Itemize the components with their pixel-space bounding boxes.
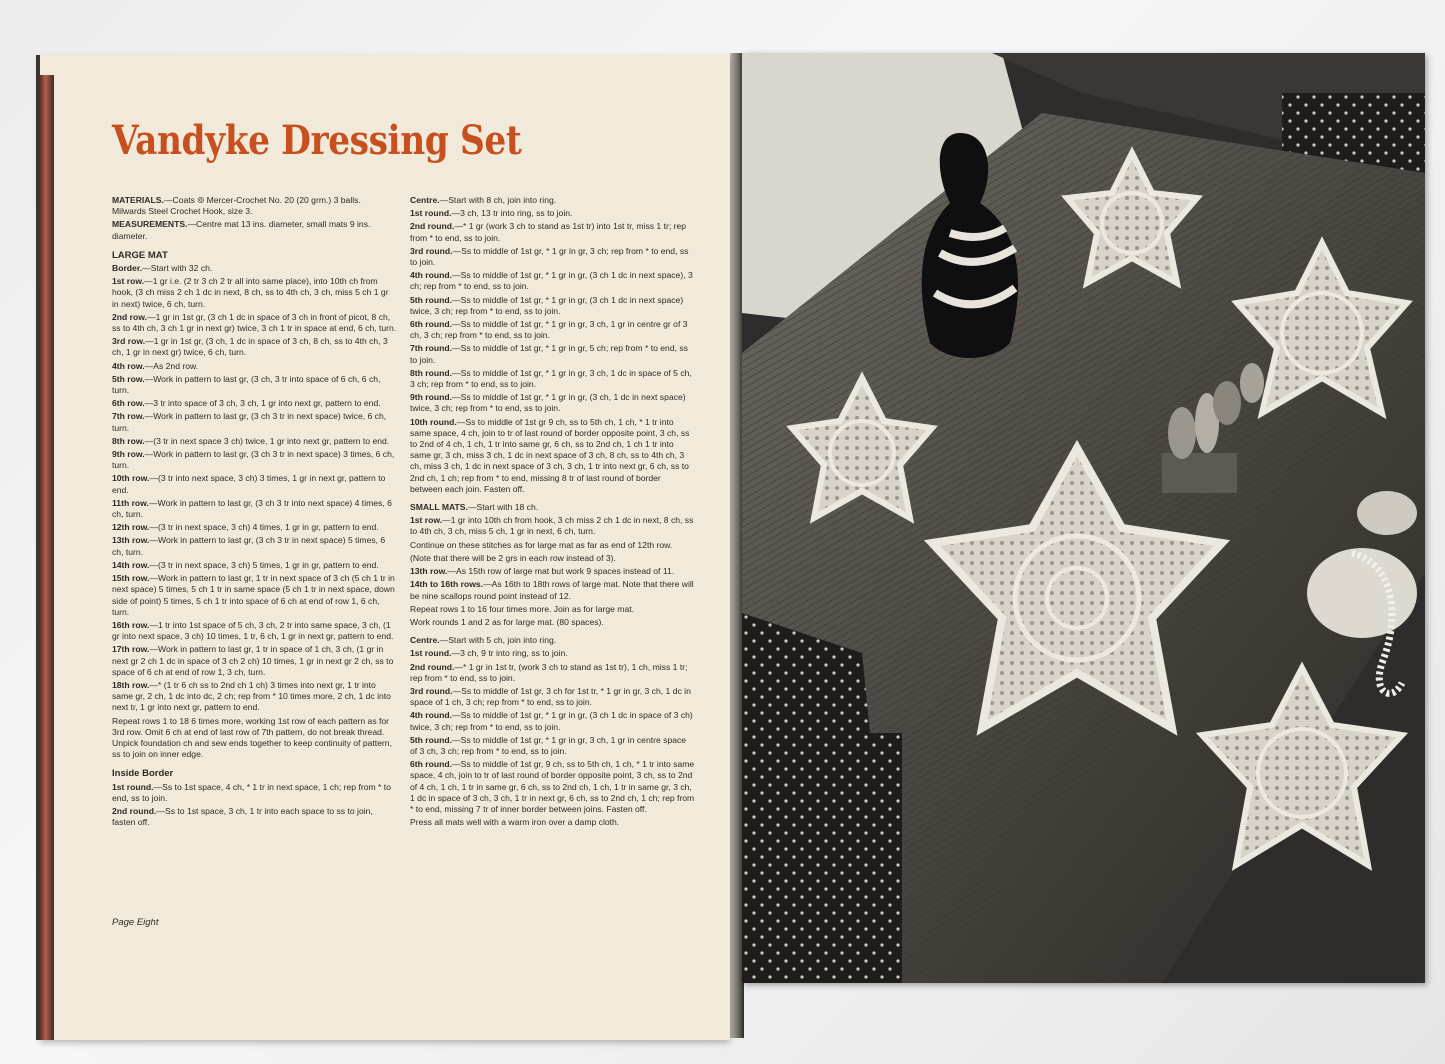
instruction-line: [410, 221, 695, 243]
instruction-line: [410, 343, 695, 365]
instruction-label: 17th row.: [112, 644, 150, 655]
instruction-label: 6th round.: [410, 319, 453, 330]
instruction-line: [410, 710, 695, 732]
instruction-line: [112, 411, 397, 433]
instruction-text: —1 gr i.e. (2 tr 3 ch 2 tr all into same place), into 10th ch from hook, (3 ch miss 2 ch 1 dc in next, 8 ch, ss to 4th ch, 3 ch, miss 5 ch 1 gr in next) twice, 6 ch, turn.: [112, 276, 389, 309]
instruction-line: [112, 361, 397, 372]
booklet: [30, 45, 1425, 1045]
instruction-text: —Start with 18 ch.: [467, 502, 539, 513]
instruction-line: [410, 208, 695, 219]
instruction-label: 3rd round.: [410, 245, 453, 256]
instruction-text: —* 1 gr (work 3 ch to stand as 1st tr) into 1st tr, miss 1 tr; rep from * to end, ss to join.: [410, 221, 687, 243]
instruction-line: [112, 644, 397, 678]
instruction-label: 4th round.: [410, 710, 453, 721]
instruction-text: —Ss to middle of 1st gr, * 1 gr in gr, (3 ch, 1 dc in next space) twice, 3 ch; rep from * to end, ss to join.: [410, 392, 686, 414]
instruction-line: [112, 716, 397, 761]
instruction-text: —Work in pattern to last gr, 1 tr in space of 1 ch, 3 ch, (1 gr in next gr 2 ch 1 dc in space of 3 ch 2 ch) 10 times, 1 gr in next gr 2 ch, ss to space of 6 ch at end of row 1, 3 ch, turn.: [112, 644, 394, 677]
instruction-line: [410, 392, 695, 414]
left-page: [40, 55, 730, 1040]
instruction-line: [112, 398, 397, 409]
instruction-label: 11th row.: [112, 497, 149, 508]
instruction-label: 14th row.: [112, 559, 150, 570]
instruction-line: [112, 573, 397, 618]
instruction-line: [112, 336, 397, 358]
instruction-text: —1 gr into 10th ch from hook, 3 ch miss 2 ch 1 dc in next, 8 ch, ss to 4th ch, 3 ch, miss 5 ch, 1 gr in next, 6 ch, turn.: [410, 515, 694, 537]
instruction-line: [410, 540, 695, 551]
instruction-text: —Work in pattern to last gr, (3 ch 3 tr in next space) 5 times, 6 ch, turn.: [112, 535, 386, 557]
instruction-line: [410, 368, 695, 390]
instruction-text: —Work in pattern to last gr, (3 ch 3 tr in next space) twice, 6 ch, turn.: [112, 411, 387, 433]
instruction-text: —As 16th to 18th rows of large mat. Note that there will be nine scallops round point instead of 12.: [410, 579, 694, 601]
instruction-label: 5th row.: [112, 373, 145, 384]
instruction-text: —1 tr into 1st space of 5 ch, 3 ch, 2 tr into same space, 3 ch, (1 gr into next space, 3 ch) 10 times, 1 tr, 6 ch, 1 gr in next gr, pattern to end.: [112, 619, 394, 642]
instruction-text: —3 ch, 13 tr into ring, ss to join.: [451, 208, 573, 219]
cover-edge: [40, 75, 54, 1040]
instruction-line: [410, 270, 695, 292]
instruction-text: Repeat rows 1 to 18 6 times more, working 1st row of each pattern as for 3rd row. Omit 6 ch at end of last row of 7th pattern, do not break thread. Unpick foundation ch and sew ends together to keep continuity of pattern, ss to join on inner edge.: [112, 715, 392, 760]
doily-photograph: [742, 53, 1425, 983]
instruction-line: [410, 502, 695, 513]
instruction-label: 8th row.: [112, 435, 145, 446]
instruction-text: —Work in pattern to last gr, (3 ch 3 tr in next space) 3 times, 6 ch, turn.: [112, 449, 395, 471]
instruction-label: 9th round.: [410, 392, 453, 403]
instruction-text: —As 2nd row.: [144, 360, 199, 371]
instruction-label: 18th row.: [112, 679, 150, 690]
instruction-line: [112, 312, 397, 334]
pattern-title: Vandyke Dressing Set: [112, 117, 522, 164]
instruction-text: —Start with 32 ch.: [142, 263, 213, 274]
instruction-line: [410, 735, 695, 757]
instruction-text: —(3 tr in next space 3 ch) twice, 1 gr into next gr, pattern to end.: [144, 435, 390, 446]
instruction-line: [112, 498, 397, 520]
instruction-label: MATERIALS.: [112, 195, 164, 205]
instruction-line: [410, 579, 695, 601]
instruction-line: [112, 782, 397, 804]
instruction-line: [112, 436, 397, 447]
instruction-text: —Ss to middle of 1st gr, * 1 gr in gr, 5 ch; rep from * to end, ss to join.: [410, 343, 688, 365]
instruction-line: [112, 680, 397, 714]
instruction-label: 2nd round.: [410, 661, 455, 672]
instruction-line: [410, 553, 695, 564]
instruction-label: 4th row.: [112, 360, 145, 371]
page-number: Page Eight: [112, 917, 159, 928]
instruction-label: 15th row.: [112, 573, 150, 584]
instruction-text: —Ss to middle of 1st gr, * 1 gr in gr, (3 ch 1 dc in next space), 3 ch; rep from * to end, ss to join.: [410, 270, 693, 292]
instruction-text: —Work in pattern to last gr, (3 ch, 3 tr into space of 6 ch, 6 ch, turn.: [112, 373, 381, 396]
instruction-label: 13th row.: [410, 566, 448, 577]
instruction-line: [112, 473, 397, 495]
instruction-line: [410, 686, 695, 708]
instruction-label: 6th round.: [410, 759, 453, 770]
instruction-line: [112, 620, 397, 642]
instruction-label: 9th row.: [112, 449, 145, 460]
instruction-label: Border.: [112, 263, 143, 274]
instruction-line: [112, 449, 397, 471]
instruction-line: [410, 319, 695, 341]
instruction-line: [410, 635, 695, 646]
instruction-text: —Ss to 1st space, 3 ch, 1 tr into each space to ss to join, fasten off.: [112, 805, 373, 828]
instruction-line: [410, 662, 695, 684]
instruction-text: —1 gr in 1st gr, (3 ch, 1 dc in space of 3 ch, 8 ch, ss to 4th ch, 3 ch, 1 gr in next gr) twice, 6 ch, turn.: [112, 336, 388, 358]
instruction-text: —3 ch, 9 tr into ring, ss to join.: [451, 648, 568, 659]
instruction-label: 1st round.: [112, 781, 154, 792]
instruction-label: MEASUREMENTS.: [112, 219, 188, 230]
instruction-text: —* (1 tr 6 ch ss to 2nd ch 1 ch) 3 times into next gr, 1 tr into same gr, 2 ch, 1 dc into dc, 2 ch; rep from * 10 times more, 2 ch, 1 dc into next tr, 1 gr into next gr, pattern to end.: [112, 679, 391, 713]
instruction-label: 14th to 16th rows.: [410, 579, 484, 590]
instruction-text: —(3 tr in next space, 3 ch) 5 times, 1 gr in gr, pattern to end.: [149, 559, 379, 570]
instruction-text: —Centre mat 13 ins. diameter, small mats 9 ins. diameter.: [112, 219, 371, 241]
instruction-label: 7th row.: [112, 411, 145, 422]
instruction-text: —(3 tr into next space, 3 ch) 3 times, 1 gr in next gr, pattern to end.: [112, 473, 386, 495]
section-heading: LARGE MAT: [112, 249, 168, 261]
instruction-line: [112, 374, 397, 396]
instruction-label: 12th row.: [112, 522, 150, 533]
instruction-text: —Ss to middle of 1st gr, 9 ch, ss to 5th ch, 1 ch, * 1 tr into same space, 4 ch, join to tr of last round of border opposite point, 3 ch, ss to 2nd of 4 ch, 1 ch, 1 tr in same gr, 6 ch, ss to 2nd ch, 1 ch, 1 tr in same gr, 3 ch, 1 dc in space of 3 ch, 3 ch, 1 tr in next gr, 6 ch, ss to 2nd ch, 1 ch; rep from * to end, missing 7 tr of inner border between joins. Fasten off.: [410, 759, 695, 814]
instruction-label: 3rd row.: [112, 336, 146, 347]
instruction-line: [410, 295, 695, 317]
instruction-text: Continue on these stitches as for large mat as far as end of 12th row.: [410, 539, 673, 550]
instruction-text: —Ss to middle of 1st gr, 3 ch for 1st tr, * 1 gr in gr, 3 ch, 1 dc in space of 1 ch, 3 ch; rep from * to end, ss to join.: [410, 685, 691, 708]
instruction-label: 10th row.: [112, 473, 150, 484]
instruction-label: SMALL MATS.: [410, 502, 468, 513]
instructions-column-1: [112, 195, 397, 830]
instruction-label: Centre.: [410, 635, 440, 646]
instruction-line: [410, 617, 695, 628]
instruction-line: [410, 515, 695, 537]
instruction-line: [112, 535, 397, 557]
instruction-line: [410, 759, 695, 815]
instruction-text: —Ss to middle of 1st gr, * 1 gr in gr, 3 ch, 1 gr in centre space of 3 ch, 3 ch; rep from * to end, ss to join.: [410, 734, 687, 756]
section-heading: Inside Border: [112, 768, 174, 780]
instruction-text: —As 15th row of large mat but work 9 spaces instead of 11.: [447, 566, 675, 577]
instruction-label: 2nd round.: [410, 221, 455, 232]
instruction-text: —Work in pattern to last gr, 1 tr in next space of 3 ch (5 ch 1 tr in next space) 5 times, 5 ch 1 tr in same space (5 ch 1 tr in next space, down side of point) 5 times, 5 ch 1 tr into space of 6 ch at end of row 1, 6 ch, turn.: [112, 573, 395, 617]
instruction-text: —(3 tr in next space, 3 ch) 4 times, 1 gr in gr, pattern to end.: [149, 522, 379, 533]
instruction-text: —Start with 8 ch, join into ring.: [439, 195, 557, 205]
instruction-line: [112, 195, 397, 217]
instruction-text: Work rounds 1 and 2 as for large mat. (80 spaces).: [410, 616, 604, 627]
instruction-label: 1st round.: [410, 648, 452, 659]
instruction-label: 2nd round.: [112, 805, 157, 816]
instruction-line: [410, 817, 695, 828]
instruction-text: —Ss to middle of 1st gr, * 1 gr in gr, 3 ch, 1 gr in centre gr of 3 ch, 3 ch; rep from * to end, ss to join.: [410, 319, 688, 341]
instruction-label: 13th row.: [112, 535, 150, 546]
instruction-label: 16th row.: [112, 619, 150, 630]
instruction-label: 1st row.: [112, 276, 145, 287]
instructions-column-2: [410, 195, 695, 830]
instruction-text: —Ss to middle of 1st gr, * 1 gr in gr, (3 ch 1 dc in next space) twice, 3 ch; rep from * to end, ss to join.: [410, 294, 684, 316]
instruction-label: 4th round.: [410, 270, 453, 281]
instruction-label: 8th round.: [410, 367, 453, 378]
instruction-line: [410, 195, 695, 206]
instruction-line: [112, 806, 397, 828]
instruction-label: 1st round.: [410, 208, 452, 219]
instruction-text: (Note that there will be 2 grs in each row instead of 3).: [410, 552, 616, 563]
instruction-text: —3 tr into space of 3 ch, 3 ch, 1 gr into next gr, pattern to end.: [144, 398, 381, 409]
instruction-text: —Coats ⦾ Mercer-Crochet No. 20 (20 grm.) 3 balls. Milwards Steel Crochet Hook, size 3.: [112, 195, 361, 217]
instruction-line: [112, 263, 397, 274]
instruction-text: —Work in pattern to last gr, (3 ch 3 tr into next space) 4 times, 6 ch, turn.: [112, 497, 392, 520]
instruction-text: —Ss to middle of 1st gr 9 ch, ss to 5th ch, 1 ch, * 1 tr into same space, 4 ch, join to tr of last round of border opposite point, 3 ch, ss to 2nd of 4 ch, 1 ch, 1 tr into same gr, 6 ch, ss to 2nd ch, 1 ch 1 tr into same gr, 3 ch, miss 3 ch, 1 dc in next space of 3 ch, 8 ch, ss to 4th ch, 3 ch, miss 3 ch, 1 dc in next space of 3 ch, 3 ch, 1 tr into next gr, 6 ch, ss to 2nd ch, 1 ch; rep from * to end, missing 8 tr of last round of border between each join. Fasten off.: [410, 416, 690, 494]
instruction-line: [410, 648, 695, 659]
instruction-text: —* 1 gr in 1st tr, (work 3 ch to stand as 1st tr), 1 ch, miss 1 tr; rep from * to end, ss to join.: [410, 661, 688, 683]
instruction-text: —1 gr in 1st gr, (3 ch 1 dc in space of 3 ch in front of picot, 8 ch, ss to 4th ch, 3 ch 1 gr in next gr) twice, 3 ch 1 tr in space at end, 6 ch, turn.: [112, 311, 397, 334]
instruction-label: 7th round.: [410, 343, 453, 354]
right-page: [742, 53, 1425, 983]
instruction-line: [410, 566, 695, 577]
instruction-line: [410, 604, 695, 615]
instruction-text: —Ss to middle of 1st gr, * 1 gr in gr, (3 ch 1 dc in space of 3 ch) twice, 3 ch; rep from * to end, ss to join.: [410, 710, 693, 732]
instruction-label: Centre.: [410, 195, 440, 205]
instruction-line: [112, 219, 397, 241]
instruction-line: [112, 276, 397, 310]
instruction-text: —Ss to middle of 1st gr, * 1 gr in gr, 3 ch, 1 dc in space of 5 ch, 3 ch; rep from * to end, ss to join.: [410, 367, 692, 390]
instruction-label: 5th round.: [410, 734, 453, 745]
instruction-label: 2nd row.: [112, 311, 148, 322]
instruction-label: 6th row.: [112, 398, 145, 409]
instruction-text: —Ss to middle of 1st gr, * 1 gr in gr, 3 ch; rep from * to end, ss to join.: [410, 245, 689, 268]
instruction-text: Repeat rows 1 to 16 four times more. Join as for large mat.: [410, 603, 635, 614]
instruction-line: [410, 246, 695, 268]
instruction-label: 1st row.: [410, 515, 443, 526]
instruction-line: [112, 560, 397, 571]
instruction-line: [112, 522, 397, 533]
instruction-text: —Start with 5 ch, join into ring.: [439, 635, 557, 646]
instruction-label: 10th round.: [410, 416, 457, 427]
instruction-line: [410, 417, 695, 495]
instruction-label: 3rd round.: [410, 685, 453, 696]
instruction-text: Press all mats well with a warm iron over a damp cloth.: [410, 817, 620, 828]
instruction-label: 5th round.: [410, 294, 453, 305]
instruction-text: —Ss to 1st space, 4 ch, * 1 tr in next space, 1 ch; rep from * to end, ss to join.: [112, 781, 391, 803]
